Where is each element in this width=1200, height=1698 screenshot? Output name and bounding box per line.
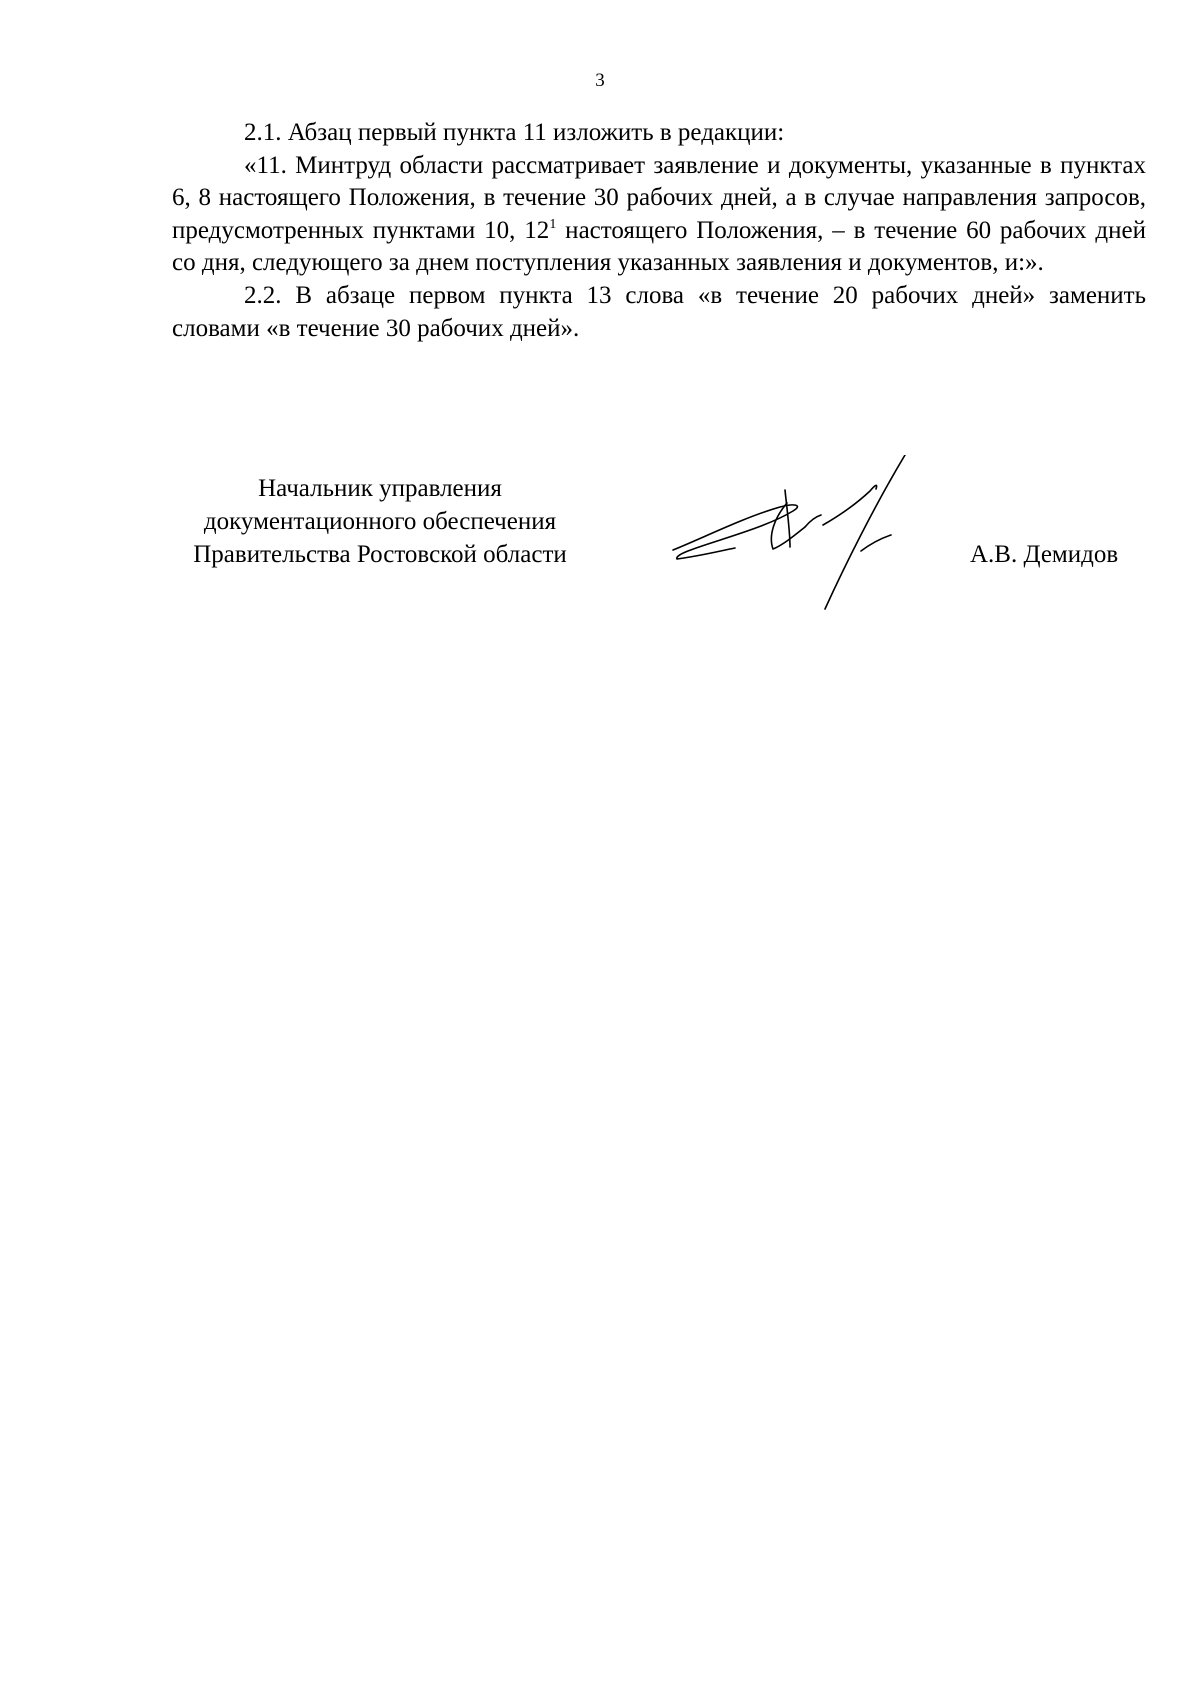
page-number: 3 <box>595 70 605 91</box>
superscript-index: 1 <box>549 216 557 232</box>
signer-title-line-3: Правительства Ростовской области <box>193 541 567 568</box>
paragraph-2-2: 2.2. В абзаце первом пункта 13 слова «в течение 20 рабочих дней» заменить словами «в течение 30 рабочих дней». <box>172 281 1146 342</box>
paragraph-2-1: 2.1. Абзац первый пункта 11 изложить в редакции: <box>244 119 785 146</box>
paragraph-quoted-11-part2: настоящего Положения, – в течение 60 рабочих дней со дня, следующего за днем поступления указанных заявления и документов, и:». <box>172 216 1147 277</box>
paragraph-quoted-11-part1: «11. Минтруд области рассматривает заявление и документы, указанные в пунктах 6, 8 настоящего Положения, в течение 30 рабочих дней, а в случае направления запросов, предусмотренных пунктами 10, 12 <box>172 151 1146 244</box>
signer-title-line-2: документационного обеспечения <box>203 508 557 535</box>
signer-title-line-1: Начальник управления <box>258 475 502 502</box>
paragraph-quoted-11 <box>172 150 1146 280</box>
signer-title <box>150 472 610 571</box>
handwritten-signature-icon <box>665 455 945 615</box>
signer-name: А.В. Демидов <box>970 541 1119 568</box>
document-body <box>172 117 1146 345</box>
